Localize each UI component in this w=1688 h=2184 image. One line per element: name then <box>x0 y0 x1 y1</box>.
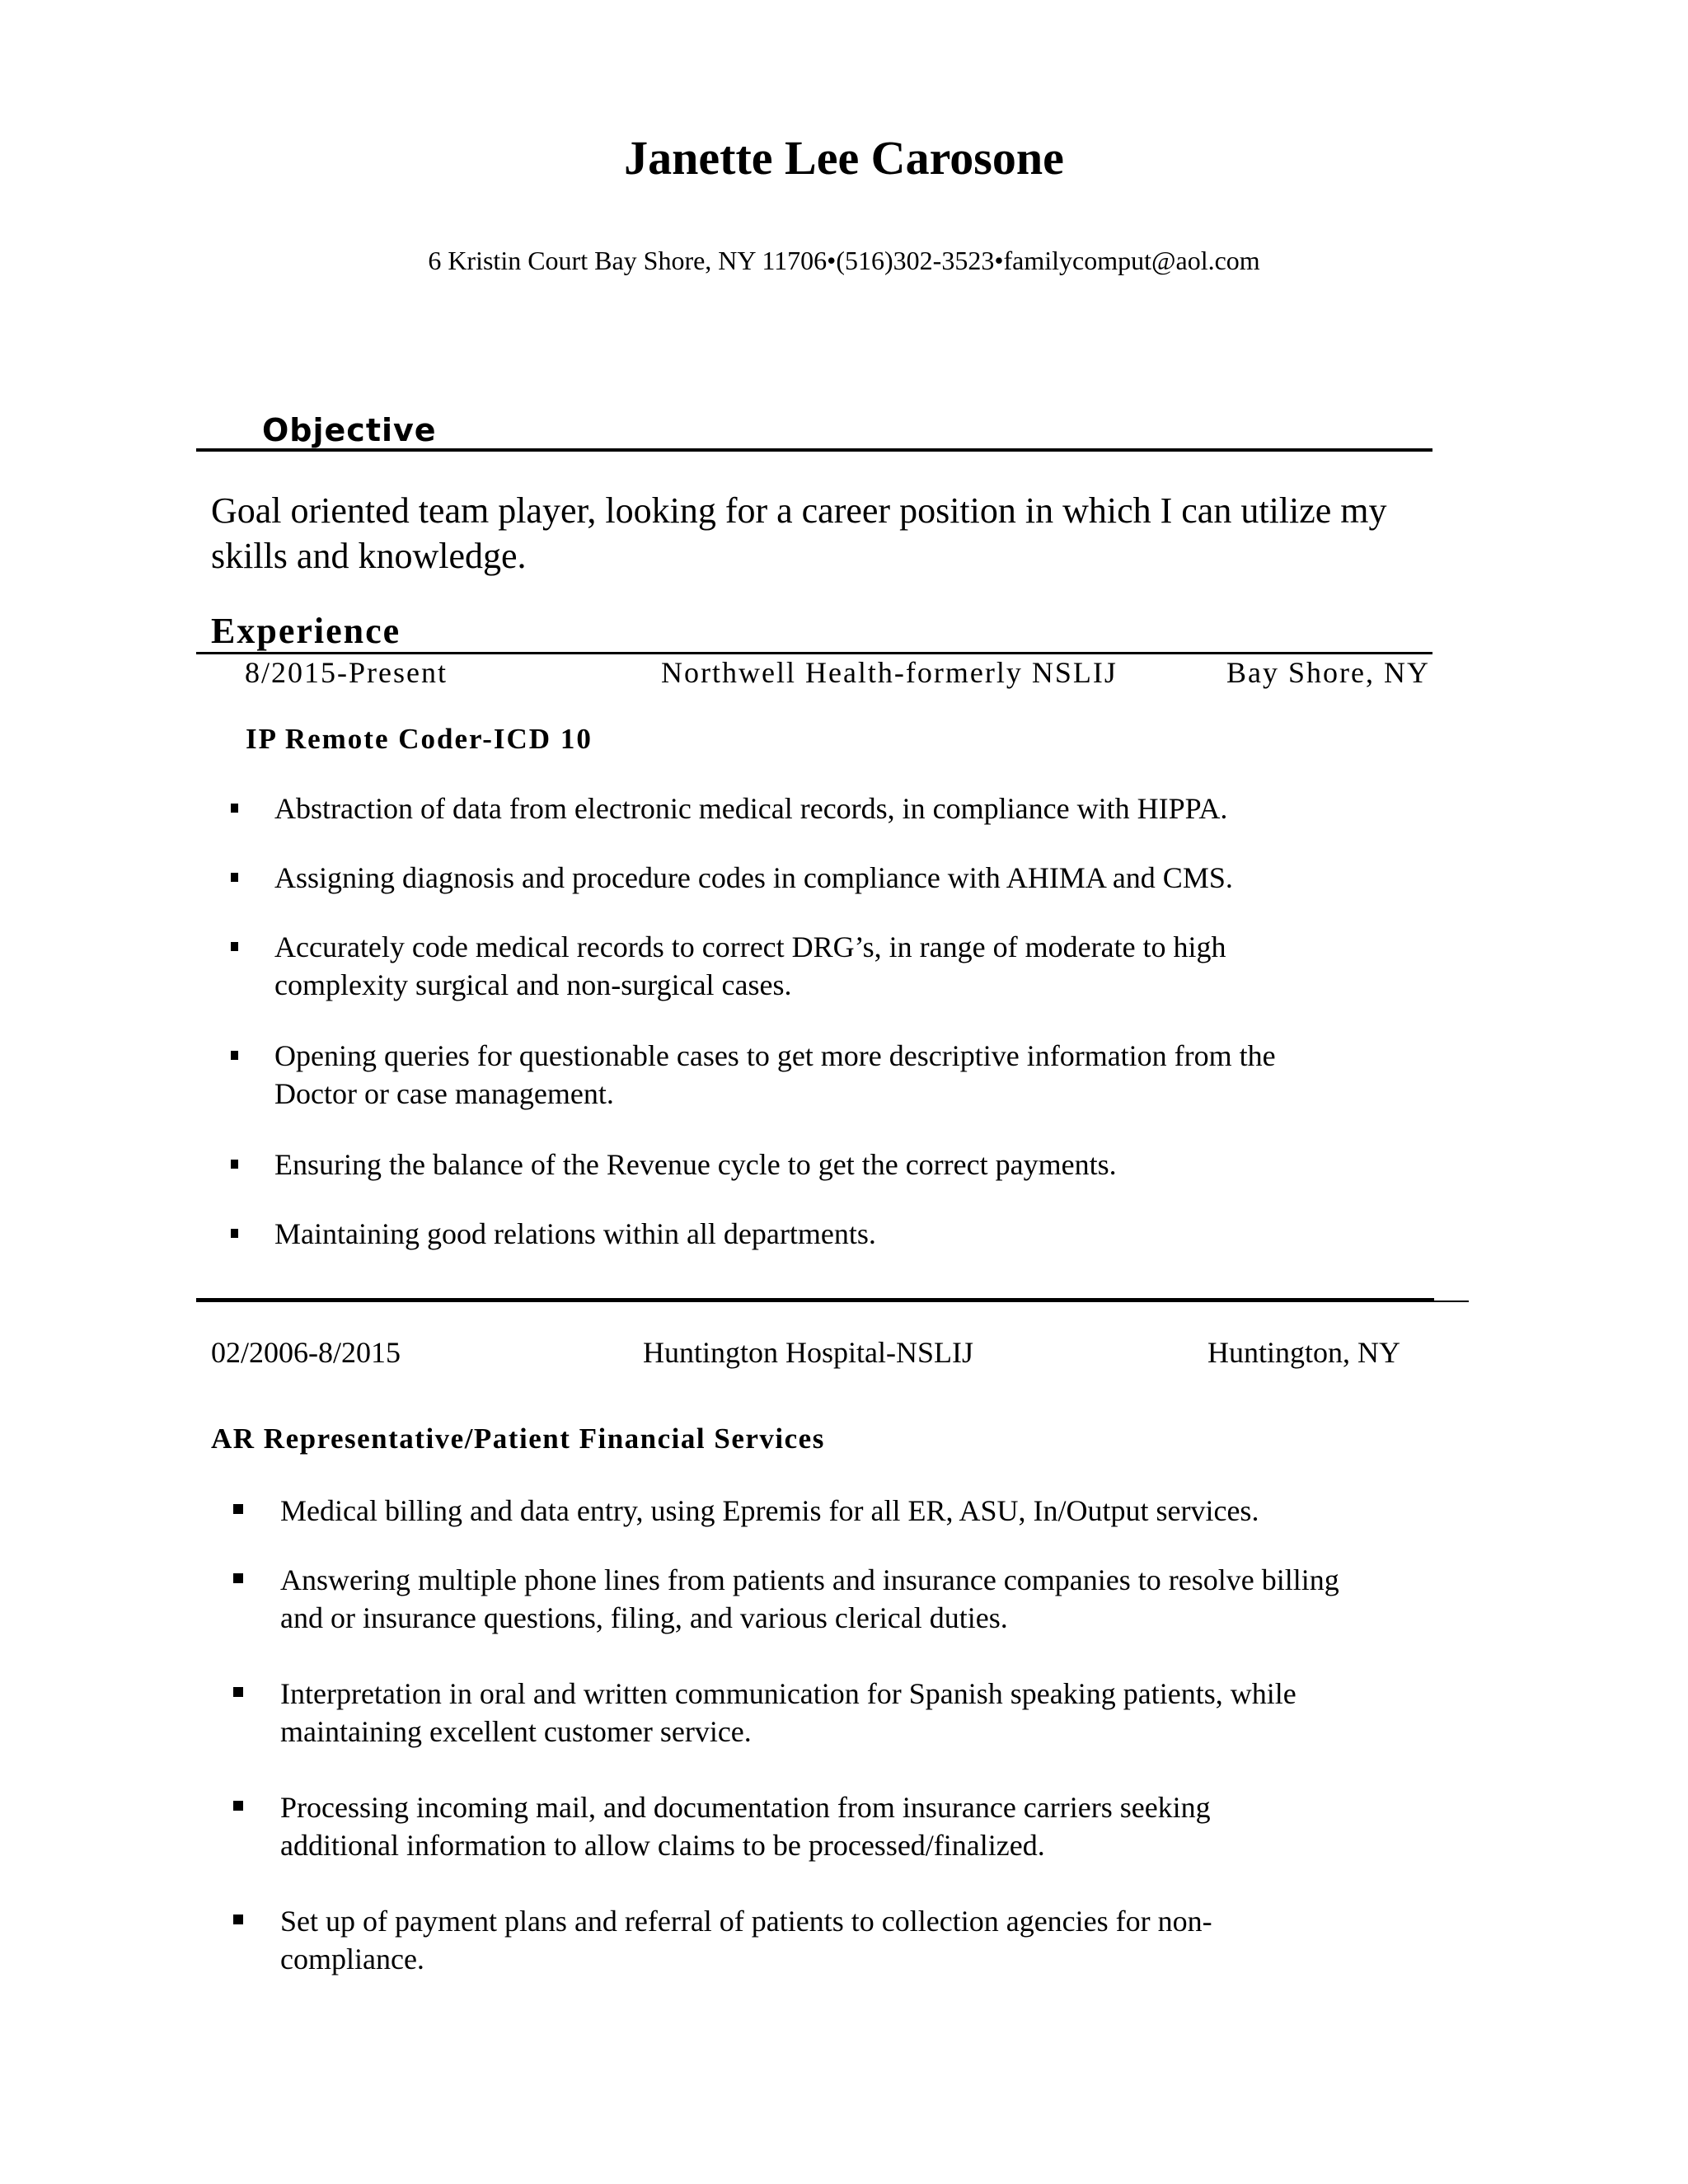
experience-heading: Experience <box>211 611 401 651</box>
job-1-title: IP Remote Coder-ICD 10 <box>246 723 593 755</box>
job-2-location: Huntington, NY <box>1207 1336 1400 1369</box>
bullet-text: Maintaining good relations within all departments. <box>274 1217 876 1250</box>
job-1-location: Bay Shore, NY <box>1226 656 1430 689</box>
square-bullet-icon <box>233 1687 243 1697</box>
square-bullet-icon <box>233 1504 243 1514</box>
bullet-text: Set up of payment plans and referral of patients to collection agencies for non- compliance. <box>280 1905 1212 1975</box>
square-bullet-icon <box>233 1573 243 1583</box>
bullet-text: Interpretation in oral and written communication for Spanish speaking patients, while maintaining excellent customer service. <box>280 1677 1296 1748</box>
bullet-text: Ensuring the balance of the Revenue cycle to get the correct payments. <box>274 1148 1117 1181</box>
bullet-text: Processing incoming mail, and documentation from insurance carriers seeking additional information to allow claims to be processed/finalized. <box>280 1791 1211 1862</box>
job-2-title: AR Representative/Patient Financial Services <box>211 1422 825 1455</box>
bullet-text: Answering multiple phone lines from patients and insurance companies to resolve billing and or insurance questions, filing, and various clerical duties. <box>280 1563 1339 1634</box>
job-2-employer: Huntington Hospital-NSLIJ <box>643 1336 973 1369</box>
square-bullet-icon <box>233 1915 243 1924</box>
objective-heading: Objective <box>262 412 437 448</box>
bullet-text: Assigning diagnosis and procedure codes in compliance with AHIMA and CMS. <box>274 861 1233 894</box>
job-separator-tail <box>1434 1301 1469 1302</box>
square-bullet-icon <box>231 1160 238 1169</box>
experience-divider <box>196 652 1432 654</box>
job-1-employer: Northwell Health-formerly NSLIJ <box>661 656 1118 689</box>
job-1-dates: 8/2015-Present <box>245 656 448 689</box>
resume-name: Janette Lee Carosone <box>624 131 1064 185</box>
bullet-text: Medical billing and data entry, using Epremis for all ER, ASU, In/Output services. <box>280 1494 1259 1527</box>
bullet-text: Accurately code medical records to correct DRG’s, in range of moderate to high complexity surgical and non-surgical cases. <box>274 930 1226 1001</box>
square-bullet-icon <box>231 1051 238 1060</box>
square-bullet-icon <box>233 1801 243 1811</box>
contact-line: 6 Kristin Court Bay Shore, NY 11706•(516)302-3523•familycomput@aol.com <box>428 246 1260 275</box>
square-bullet-icon <box>231 942 238 951</box>
square-bullet-icon <box>231 804 238 813</box>
bullet-text: Opening queries for questionable cases to get more descriptive information from the Doctor or case management. <box>274 1039 1276 1110</box>
square-bullet-icon <box>231 873 238 882</box>
job-separator <box>196 1298 1434 1302</box>
square-bullet-icon <box>231 1229 238 1238</box>
bullet-text: Abstraction of data from electronic medical records, in compliance with HIPPA. <box>274 792 1228 825</box>
objective-divider <box>196 448 1432 452</box>
objective-text: Goal oriented team player, looking for a career position in which I can utilize my skills and knowledge. <box>211 490 1387 576</box>
job-2-dates: 02/2006-8/2015 <box>211 1336 401 1369</box>
